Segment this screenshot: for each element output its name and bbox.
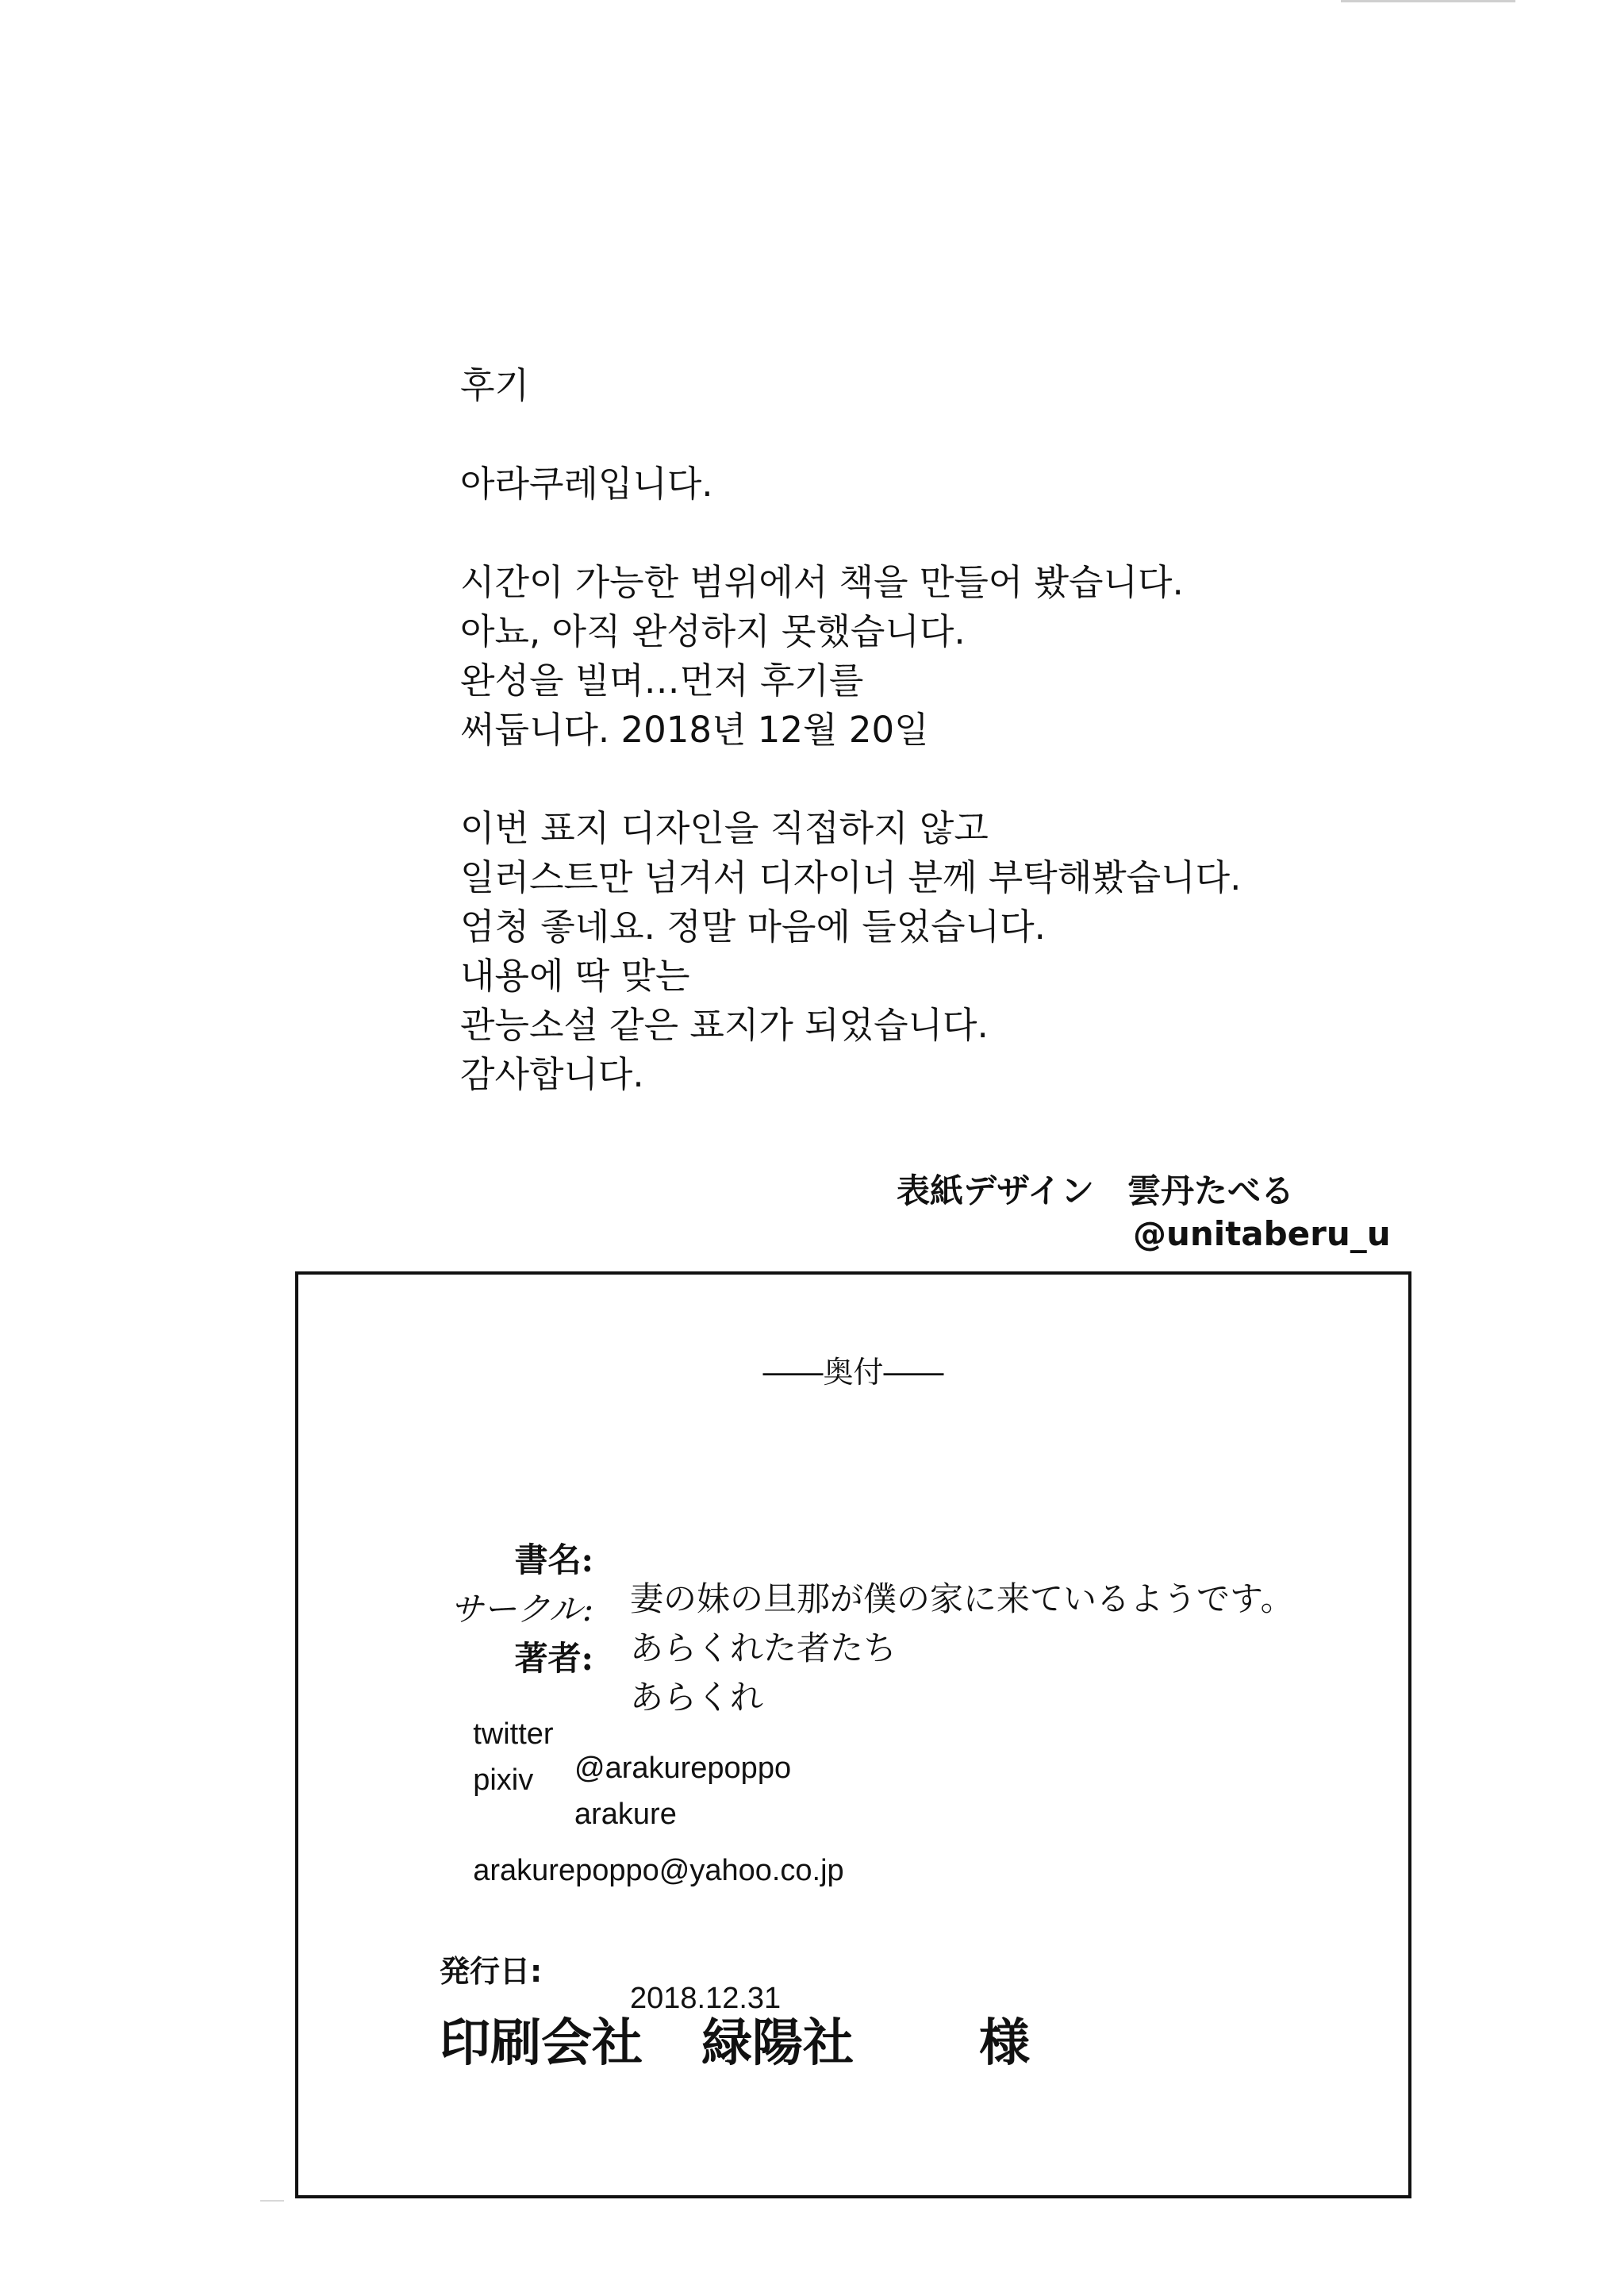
afterword-greeting: 아라쿠레입니다. [460, 463, 713, 505]
email-row [440, 1820, 844, 1922]
circle-name: あらくれた者たち [630, 1629, 897, 1667]
afterword-line: 내용에 딱 맞는 [460, 955, 690, 997]
issue-date: 2018.12.31 [630, 1982, 782, 2015]
afterword-section [460, 361, 1254, 1099]
afterword-line: 일러스트만 넘겨서 디자이너 분께 부탁해봤습니다. [460, 856, 1242, 898]
designer-handle: @unitaberu_u [1133, 1214, 1391, 1253]
book-title: 妻の妹の旦那が僕の家に来ているようです。 [630, 1579, 1294, 1618]
afterword-heading: 후기 [460, 364, 529, 406]
afterword-line: 써둡니다. 2018년 12월 20일 [460, 709, 929, 751]
scan-edge-mark [1341, 0, 1515, 2]
afterword-line: 이번 표지 디자인을 직접하지 않고 [460, 807, 989, 849]
colophon-heading: ――奥付―― [762, 1355, 944, 1390]
afterword-line: 완성을 빌며…먼저 후기를 [460, 660, 864, 702]
afterword-line: 관능소설 같은 표지가 되었습니다. [460, 1004, 989, 1046]
circle-label: サークル: [450, 1590, 593, 1629]
scan-smudge-mark [260, 2200, 284, 2202]
cover-design-credit: 表紙デザイン 雲丹たべる [897, 1171, 1295, 1210]
author-name: あらくれ [630, 1678, 764, 1717]
printer-label: 印刷会社 [440, 2014, 643, 2073]
twitter-handle: @arakurepoppo [574, 1752, 792, 1785]
afterword-line: 아뇨, 아직 완성하지 못했습니다. [460, 610, 966, 652]
afterword-line: 감사합니다. [460, 1053, 644, 1095]
author-label: 著者: [514, 1639, 593, 1678]
pixiv-label: pixiv [473, 1763, 534, 1797]
afterword-line: 엄청 좋네요. 정말 마음에 들었습니다. [460, 906, 1046, 948]
afterword-line: 시간이 가능한 범위에서 책을 만들어 봤습니다. [460, 561, 1184, 603]
printer-row [440, 2002, 1030, 2296]
issue-date-label: 発行日: [440, 1954, 543, 1989]
email-address: arakurepoppo@yahoo.co.jp [473, 1854, 844, 1887]
printer-name: 緑陽社 [701, 2014, 854, 2073]
printer-honorific: 様 [979, 2014, 1030, 2073]
pixiv-id: arakure [574, 1798, 677, 1831]
colophon-box [295, 1271, 1411, 2198]
book-title-label: 書名: [514, 1540, 593, 1579]
twitter-label: twitter [473, 1717, 554, 1751]
